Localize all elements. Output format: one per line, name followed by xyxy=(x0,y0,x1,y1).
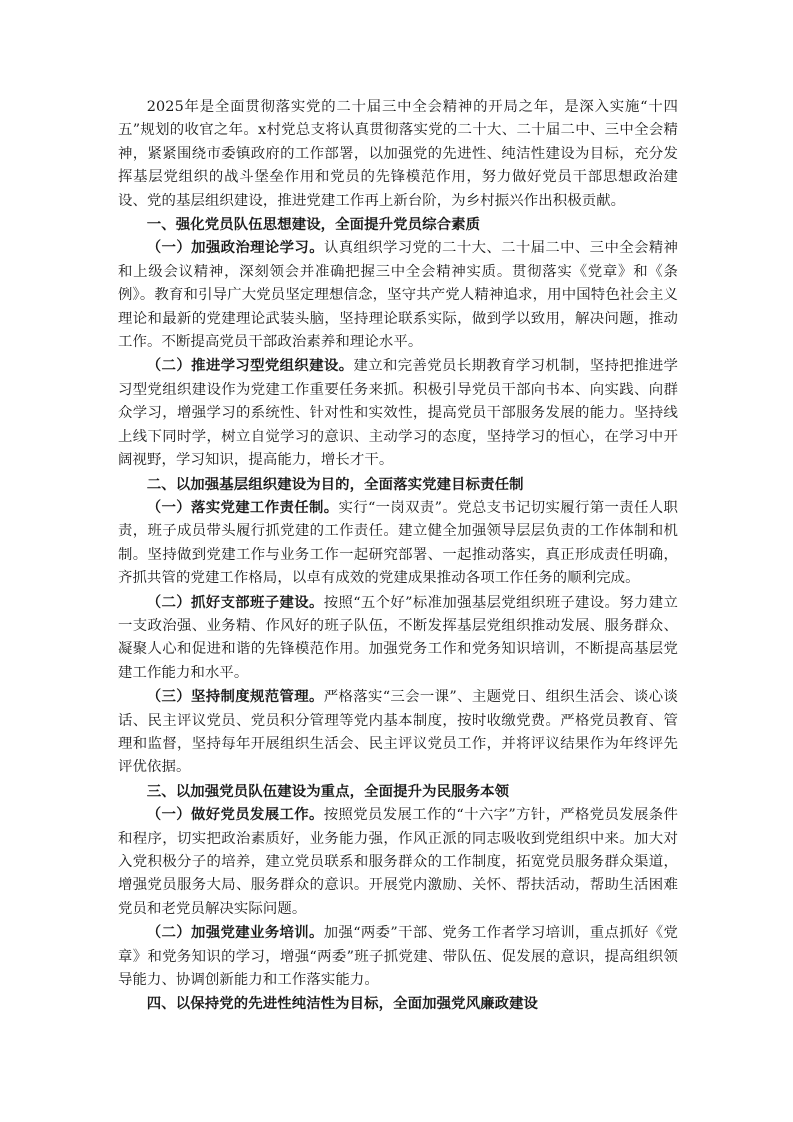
document-page xyxy=(118,96,678,1016)
section-1-heading: 一、强化党员队伍思想建设，全面提升党员综合素质 xyxy=(146,216,481,234)
section-1-item-2 xyxy=(118,354,678,472)
section-3-item-2 xyxy=(118,921,678,992)
section-2-item-1-title: （一）落实党建工作责任制。 xyxy=(146,498,339,516)
section-1-item-1 xyxy=(118,236,678,354)
section-3-item-2-title: （二）加强党建业务培训。 xyxy=(146,924,324,942)
section-1-item-2-title: （二）推进学习型党组织建设。 xyxy=(146,357,354,375)
intro-paragraph: 2025年是全面贯彻落实党的二十届三中全会精神的开局之年，是深入实施“十四五”规划的收官之年。x村党总支将认真贯彻落实党的二十大、二十届二中、三中全会精神，紧紧围绕市委镇政府的工作部署，以加强党的先进性、纯洁性建设为目标，充分发挥基层党组织的战斗堡垒作用和党员的先锋模范作用，努力做好党员干部思想政治建设、党的基层组织建设，推进党建工作再上新台阶，为乡村振兴作出积极贡献。 xyxy=(118,99,678,209)
section-1-item-1-body: 认真组织学习党的二十大、二十届二中、三中全会精神和上级会议精神，深刻领会并准确把握三中全会精神实质。贯彻落实《党章》和《条例》。教育和引导广大党员坚定理想信念，坚守共产党人精神追求，用中国特色社会主义理论和最新的党建理论武装头脑，坚持理论联系实际，做到学以致用，解决问题，推动工作。不断提高党员干部政治素养和理论水平。 xyxy=(118,240,678,351)
section-2-item-2-title: （二）抓好支部班子建设。 xyxy=(146,593,324,611)
section-2-item-1-body: 实行“一岗双责”。党总支书记切实履行第一责任人职责，班子成员带头履行抓党建的工作责任。建立健全加强领导层层负责的工作体制和机制。坚持做到党建工作与业务工作一起研究部署、一起推动落实，真正形成责任明确，齐抓共管的党建工作格局，以卓有成效的党建成果推动各项工作任务的顺利完成。 xyxy=(118,499,678,587)
section-3-item-1 xyxy=(118,803,678,921)
section-2-item-3 xyxy=(118,685,678,780)
section-3-item-1-body: 按照党员发展工作的“十六字”方针，严格党员发展条件和程序，切实把政治素质好，业务能力强，作风正派的同志吸收到党组织中来。加大对入党积极分子的培养，建立党员联系和服务群众的工作制度，拓宽党员服务群众渠道，增强党员服务大局、服务群众的意识。开展党内激励、关怀、帮扶活动，帮助生活困难党员和老党员解决实际问题。 xyxy=(118,807,679,917)
section-4-heading: 四、以保持党的先进性纯洁性为目标，全面加强党风廉政建设 xyxy=(146,995,539,1013)
section-2-item-1 xyxy=(118,496,678,591)
section-2-heading: 二、以加强基层组织建设为目的，全面落实党建目标责任制 xyxy=(146,475,524,493)
section-2-item-3-body: 严格落实“三会一课”、主题党日、组织生活会、谈心谈话、民主评议党员、党员积分管理等党内基本制度，按时收缴党费。严格党员教育、管理和监督，坚持每年开展组织生活会、民主评议党员工作，并将评议结果作为年终评先评优依据。 xyxy=(118,689,679,776)
section-2-item-2 xyxy=(118,591,678,686)
section-1-item-1-title: （一）加强政治理论学习。 xyxy=(146,239,324,257)
section-2-item-2-body: 按照“五个好”标准加强基层党组织班子建设。努力建立一支政治强、业务精、作风好的班子队伍，不断发挥基层党组织推动发展、服务群众、凝聚人心和促进和谐的先锋模范作用。加强党务工作和党务知识培训，不断提高基层党建工作能力和水平。 xyxy=(118,594,679,681)
section-3-item-2-body: 加强“两委”干部、党务工作者学习培训，重点抓好《党章》和党务知识的学习，增强“两委”班子抓党建、带队伍、促发展的意识，提高组织领导能力、协调创新能力和工作落实能力。 xyxy=(118,925,679,989)
section-3-item-1-title: （一）做好党员发展工作。 xyxy=(146,806,324,824)
section-2-item-3-title: （三）坚持制度规范管理。 xyxy=(146,688,324,706)
section-1-item-2-body: 建立和完善党员长期教育学习机制，坚持把推进学习型党组织建设作为党建工作重要任务来抓。积极引导党员干部向书本、向实践、向群众学习，增强学习的系统性、针对性和实效性，提高党员干部服务发展的能力。坚持线上线下同时学，树立自觉学习的意识、主动学习的态度，坚持学习的恒心，在学习中开阔视野，学习知识，提高能力，增长才干。 xyxy=(118,358,678,469)
section-3-heading: 三、以加强党员队伍建设为重点，全面提升为民服务本领 xyxy=(146,782,510,800)
